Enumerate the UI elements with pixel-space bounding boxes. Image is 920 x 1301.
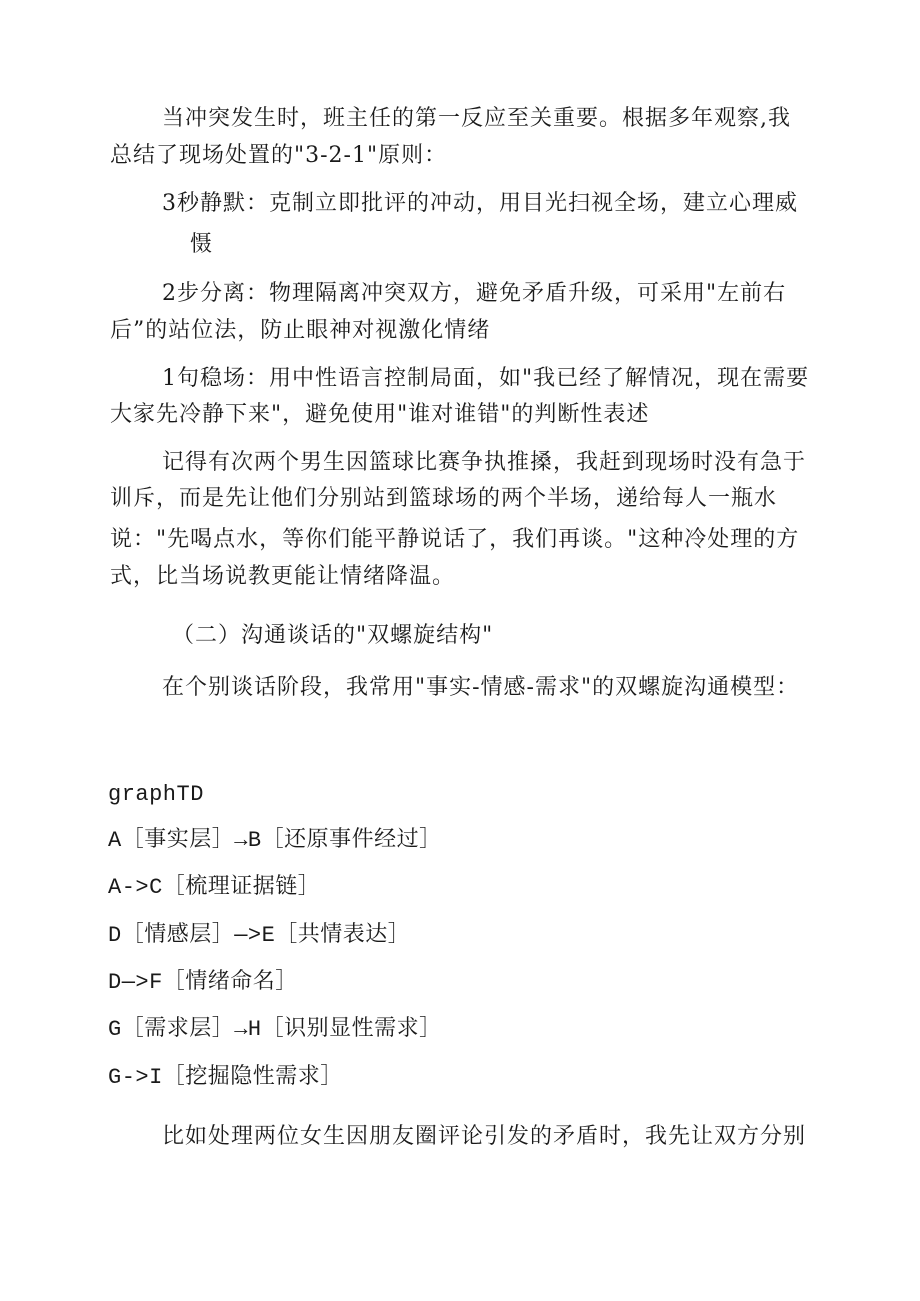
paragraph-intro-line-2: 总结了现场处置的"3-2-1"原则： — [110, 143, 448, 168]
rule-2-line-1: 2步分离：物理隔离冲突双方，避免矛盾升级，可采用"左前右 — [162, 281, 787, 306]
final-paragraph-line-1: 比如处理两位女生因朋友圈评论引发的矛盾时，我先让双方分别 — [162, 1124, 807, 1149]
rule-3-line-2: 慑 — [190, 232, 214, 257]
section-heading: （二）沟通谈话的"双螺旋结构" — [172, 623, 494, 648]
rule-1-line-2: 大家先冷静下来"，避免使用"谁对谁错"的判断性表述 — [110, 402, 650, 427]
graph-line-3: D［情感层］—>E［共情表达］ — [108, 923, 411, 948]
story-line-3: 说："先喝点水，等你们能平静说话了，我们再谈。"这种冷处理的方 — [110, 527, 800, 552]
story-line-2: 训斥，而是先让他们分别站到篮球场的两个半场，递给每人一瓶水 — [110, 486, 778, 511]
story-line-1: 记得有次两个男生因篮球比赛争执推搡，我赶到现场时没有急于 — [162, 450, 807, 475]
graph-line-6: G->I［挖掘隐性需求］ — [108, 1065, 343, 1090]
graph-line-1: A［事实层］→B［还原事件经过］ — [108, 828, 442, 853]
model-intro: 在个别谈话阶段，我常用"事实-情感-需求"的双螺旋沟通模型： — [162, 675, 800, 700]
rule-2-line-2: 后”的站位法，防止眼神对视激化情绪 — [110, 318, 491, 343]
rule-1-line-1: 1句稳场：用中性语言控制局面，如"我已经了解情况，现在需要 — [162, 366, 810, 391]
graph-line-2: A->C［梳理证据链］ — [108, 875, 321, 900]
graph-line-4: D—>F［情绪命名］ — [108, 970, 298, 995]
story-line-4: 式，比当场说教更能让情绪降温。 — [110, 564, 456, 589]
rule-3-line-1: 3秒静默：克制立即批评的冲动，用目光扫视全场，建立心理威 — [162, 191, 798, 216]
paragraph-intro-line-1: 当冲突发生时，班主任的第一反应至关重要。根据多年观察,我 — [162, 106, 791, 131]
graph-header: graphTD — [108, 782, 204, 807]
graph-line-5: G［需求层］→H［识别显性需求］ — [108, 1017, 442, 1042]
